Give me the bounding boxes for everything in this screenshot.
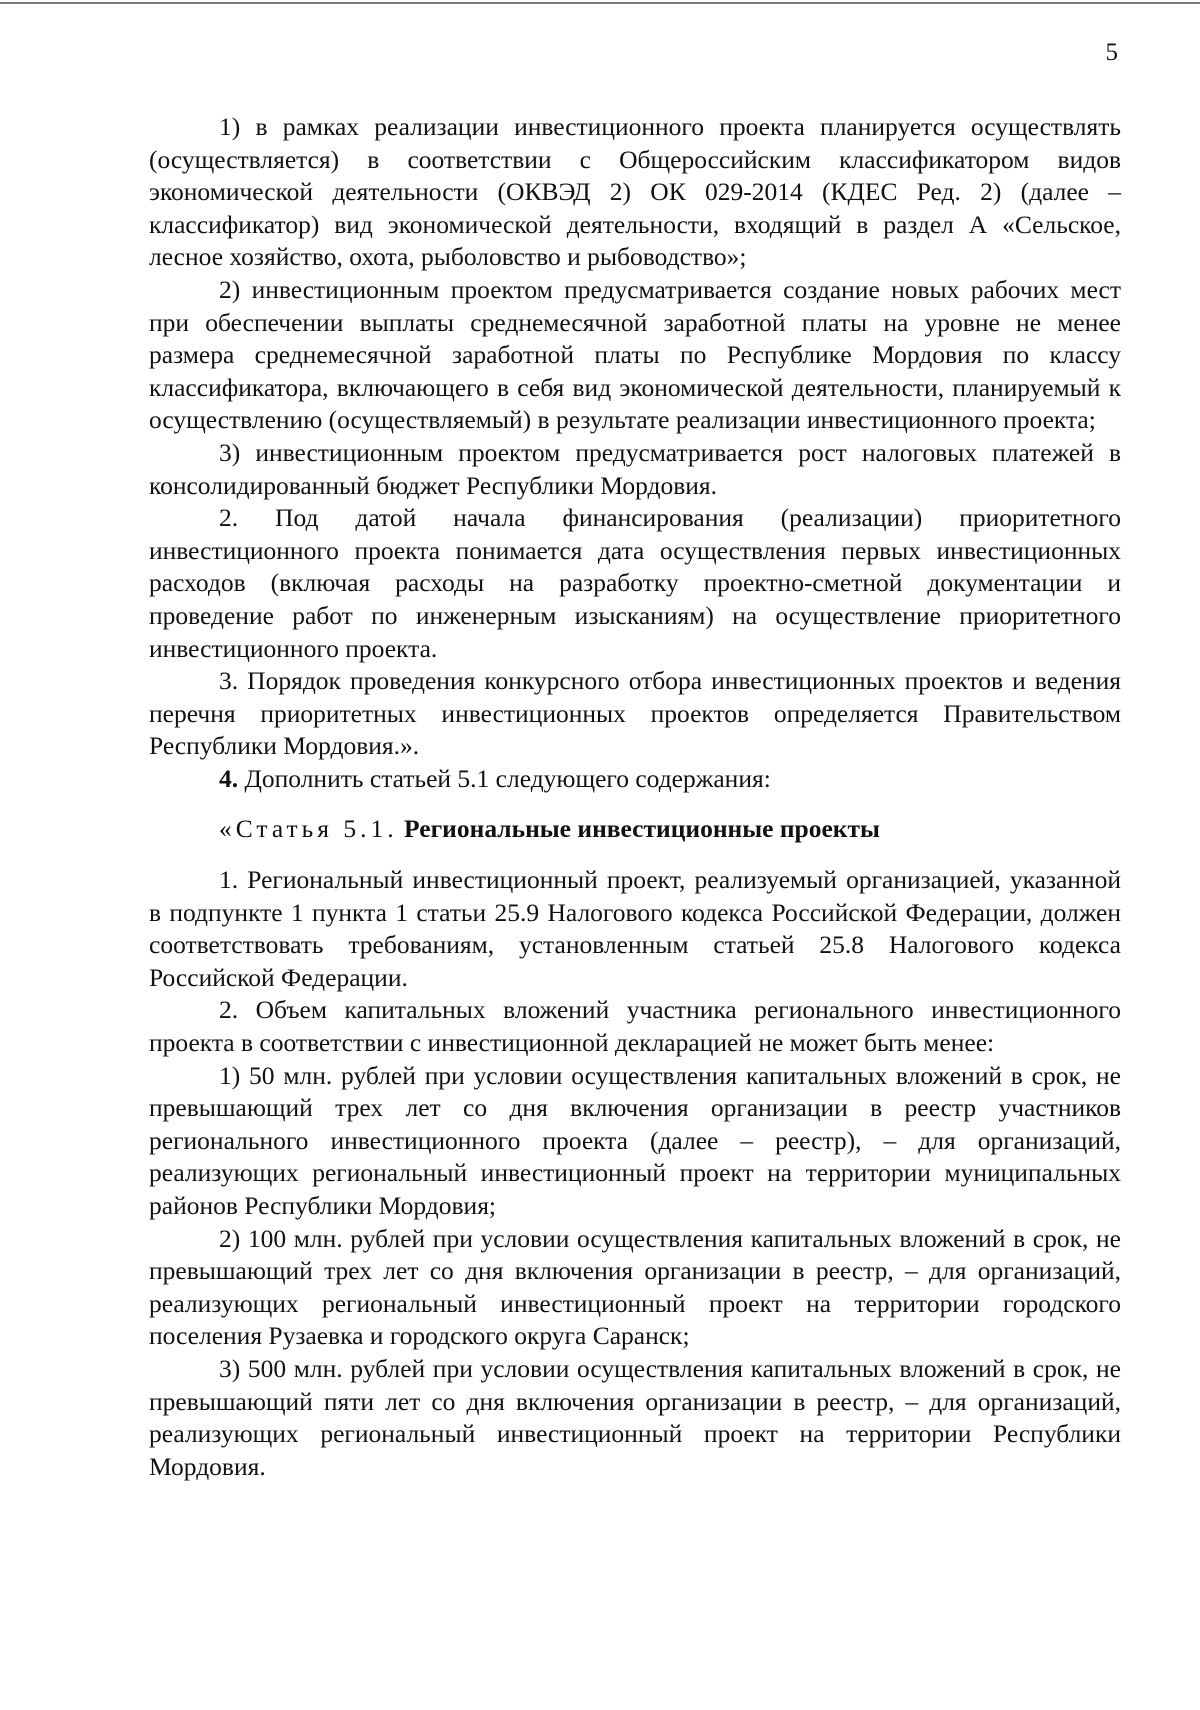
scan-top-edge <box>0 2 1200 4</box>
amendment-text: Дополнить статьей 5.1 следующего содержания: <box>238 763 771 793</box>
paragraph: 1. Региональный инвестиционный проект, реализуемый организацией, указанной в подпункте 1 пункта 1 статьи 25.9 Налогового кодекса Российской Федерации, должен соответствовать требованиям, установленным статьей 25.8 Налогового кодекса Российской Федерации. <box>149 865 1121 992</box>
paragraph: 3) инвестиционным проектом предусматривается рост налоговых платежей в консолидированный бюджет Республики Мордовия. <box>149 437 1121 500</box>
paragraph: 2) 100 млн. рублей при условии осуществления капитальных вложений в срок, не превышающий трех лет со дня включения организации в реестр, – для организаций, реализующих региональный инвестиционный проект на территории городского поселения Рузаевка и городского округа Саранск; <box>149 1223 1121 1351</box>
paragraph: 2) инвестиционным проектом предусматривается создание новых рабочих мест при обеспечении выплаты среднемесячной заработной платы на уровне не менее размера среднемесячной заработной платы по Республике Мордовия по классу классификатора, включающего в себя вид экономической деятельности, планируемый к осуществлению (осуществляемый) в результате реализации инвестиционного проекта; <box>149 274 1121 435</box>
document-body <box>149 111 1121 1483</box>
paragraph: 2. Объем капитальных вложений участника регионального инвестиционного проекта в соответствии с инвестиционной декларацией не может быть менее: <box>149 995 1121 1058</box>
paragraph: 3. Порядок проведения конкурсного отбора инвестиционных проектов и ведения перечня приоритетных инвестиционных проектов определяется Правительством Республики Мордовия.». <box>149 666 1121 761</box>
page-number: 5 <box>1105 39 1118 66</box>
amendment-paragraph <box>149 763 1121 796</box>
paragraph: 2. Под датой начала финансирования (реализации) приоритетного инвестиционного проекта понимается дата осуществления первых инвестиционных расходов (включая расходы на разработку проектно-сметной документации и проведение работ по инженерным изысканиям) на осуществление приоритетного инвестиционного проекта. <box>149 503 1121 663</box>
amendment-number: 4. <box>219 763 239 793</box>
article-prefix: «Статья 5.1. <box>219 814 398 844</box>
article-heading <box>149 813 1121 846</box>
paragraph: 3) 500 млн. рублей при условии осуществления капитальных вложений в срок, не превышающий пяти лет со дня включения организации в реестр, – для организаций, реализующих региональный инвестиционный проект на территории Республики Мордовия. <box>149 1353 1121 1481</box>
paragraph: 1) 50 млн. рублей при условии осуществления капитальных вложений в срок, не превышающий трех лет со дня включения организации в реестр участников регионального инвестиционного проекта (далее – реестр), – для организаций, реализующих региональный инвестиционный проект на территории муниципальных районов Республики Мордовия; <box>149 1060 1121 1220</box>
article-title: Региональные инвестиционные проекты <box>404 814 880 844</box>
paragraph: 1) в рамках реализации инвестиционного проекта планируется осуществлять (осуществляется) в соответствии с Общероссийским классификатором видов экономической деятельности (ОКВЭД 2) ОК 029-2014 (КДЕС Ред. 2) (далее – классификатор) вид экономической деятельности, входящий в раздел А «Сельское, лесное хозяйство, охота, рыболовство и рыбоводство»; <box>149 112 1121 272</box>
